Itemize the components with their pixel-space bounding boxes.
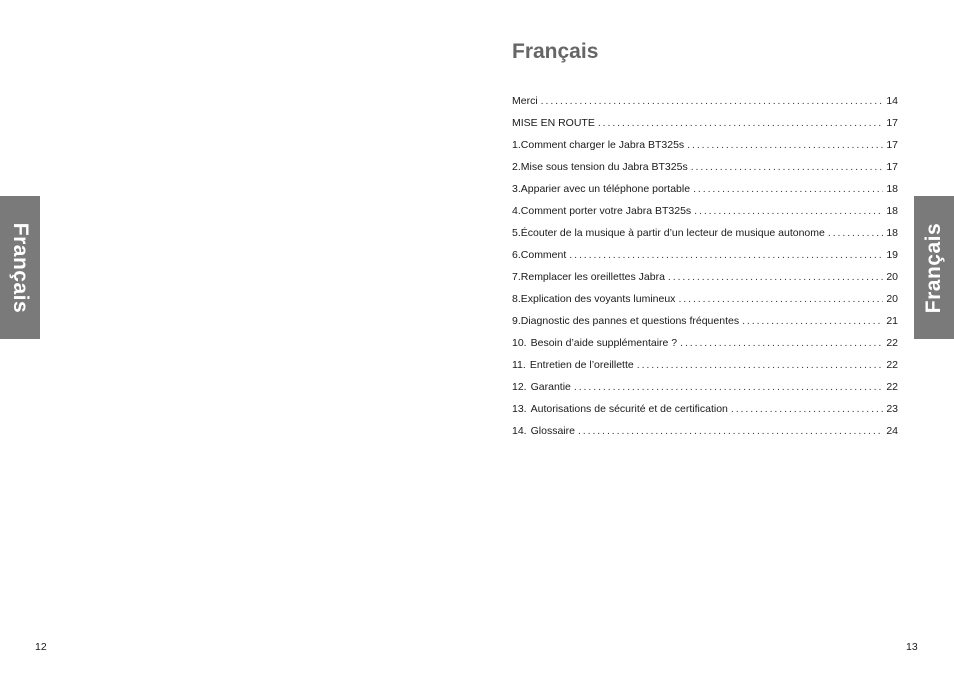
toc-entry-title: Explication des voyants lumineux <box>520 293 676 305</box>
side-tab-right-label: Français <box>922 222 946 313</box>
table-of-contents <box>512 93 898 445</box>
toc-entry-5[interactable] <box>512 225 898 247</box>
toc-entry-2[interactable] <box>512 159 898 181</box>
toc-entry-number: 6. <box>512 249 521 261</box>
toc-entry-1[interactable] <box>512 137 898 159</box>
toc-entry-number: 9. <box>512 315 521 327</box>
toc-entry-title: Comment charger le Jabra BT325s <box>520 139 685 151</box>
toc-leader-dots <box>691 159 884 175</box>
toc-entry-page: 24 <box>886 425 898 437</box>
toc-entry-page: 22 <box>886 359 898 371</box>
toc-leader-dots <box>828 225 883 241</box>
toc-entry-number: 10. <box>512 337 527 349</box>
toc-entry-page: 21 <box>886 315 898 327</box>
page-title: Français <box>512 40 599 63</box>
toc-entry-title: Besoin d’aide supplémentaire ? <box>530 337 678 349</box>
toc-entry-13[interactable] <box>512 401 898 423</box>
toc-entry-14[interactable] <box>512 423 898 445</box>
toc-entry-title: Glossaire <box>530 425 575 437</box>
toc-entry-number: 12. <box>512 381 527 393</box>
toc-entry-title: Remplacer les oreillettes Jabra <box>520 271 665 283</box>
toc-entry-page: 18 <box>886 227 898 239</box>
toc-entry-number: 14. <box>512 425 527 437</box>
toc-entry-9[interactable] <box>512 313 898 335</box>
toc-leader-dots <box>694 203 883 219</box>
toc-leader-dots <box>574 379 883 395</box>
toc-entry-number: 1. <box>512 139 521 151</box>
toc-entry-number: 2. <box>512 161 521 173</box>
toc-leader-dots <box>693 181 883 197</box>
toc-leader-dots <box>678 291 883 307</box>
toc-entry-6[interactable] <box>512 247 898 269</box>
toc-entry-page: 14 <box>886 95 898 107</box>
toc-entry-title: Merci <box>512 95 538 107</box>
toc-entry-merci[interactable] <box>512 93 898 115</box>
toc-entry-title: MISE EN ROUTE <box>512 117 595 129</box>
toc-entry-10[interactable] <box>512 335 898 357</box>
toc-entry-page: 19 <box>886 249 898 261</box>
toc-entry-title: Entretien de l’oreillette <box>529 359 634 371</box>
page-number-left: 12 <box>35 641 47 653</box>
toc-entry-number: 5. <box>512 227 521 239</box>
toc-entry-title: Mise sous tension du Jabra BT325s <box>520 161 688 173</box>
toc-entry-page: 18 <box>886 205 898 217</box>
toc-entry-4[interactable] <box>512 203 898 225</box>
toc-entry-number: 7. <box>512 271 521 283</box>
toc-entry-title: Comment porter votre Jabra BT325s <box>520 205 692 217</box>
toc-entry-title: Écouter de la musique à partir d’un lecteur de musique autonome <box>520 227 825 239</box>
toc-entry-title: Diagnostic des pannes et questions fréquentes <box>520 315 740 327</box>
toc-entry-8[interactable] <box>512 291 898 313</box>
toc-entry-title: Autorisations de sécurité et de certification <box>530 403 728 415</box>
toc-leader-dots <box>680 335 883 351</box>
toc-leader-dots <box>541 93 884 109</box>
toc-entry-number: 13. <box>512 403 527 415</box>
toc-entry-page: 20 <box>886 271 898 283</box>
toc-entry-11[interactable] <box>512 357 898 379</box>
toc-leader-dots <box>668 269 883 285</box>
page-number-right: 13 <box>906 641 918 653</box>
toc-entry-title: Comment <box>520 249 567 261</box>
toc-entry-3[interactable] <box>512 181 898 203</box>
toc-leader-dots <box>578 423 883 439</box>
toc-entry-title: Garantie <box>530 381 571 393</box>
toc-entry-page: 17 <box>886 161 898 173</box>
toc-entry-mise-en-route[interactable] <box>512 115 898 137</box>
toc-entry-page: 22 <box>886 381 898 393</box>
toc-entry-page: 17 <box>886 117 898 129</box>
toc-entry-7[interactable] <box>512 269 898 291</box>
toc-entry-number: 4. <box>512 205 521 217</box>
toc-entry-number: 11. <box>512 359 526 371</box>
toc-entry-12[interactable] <box>512 379 898 401</box>
toc-entry-number: 8. <box>512 293 521 305</box>
toc-entry-title: Apparier avec un téléphone portable <box>520 183 691 195</box>
toc-leader-dots <box>742 313 883 329</box>
toc-leader-dots <box>598 115 883 131</box>
toc-entry-number: 3. <box>512 183 521 195</box>
toc-entry-page: 22 <box>886 337 898 349</box>
toc-leader-dots <box>731 401 883 417</box>
side-tab-left-label: Français <box>9 222 33 313</box>
toc-leader-dots <box>569 247 883 263</box>
side-tab-left <box>0 196 40 339</box>
toc-leader-dots <box>637 357 884 373</box>
toc-entry-page: 23 <box>886 403 898 415</box>
toc-leader-dots <box>687 137 883 153</box>
toc-entry-page: 18 <box>886 183 898 195</box>
toc-entry-page: 20 <box>886 293 898 305</box>
toc-entry-page: 17 <box>886 139 898 151</box>
side-tab-right <box>914 196 954 339</box>
